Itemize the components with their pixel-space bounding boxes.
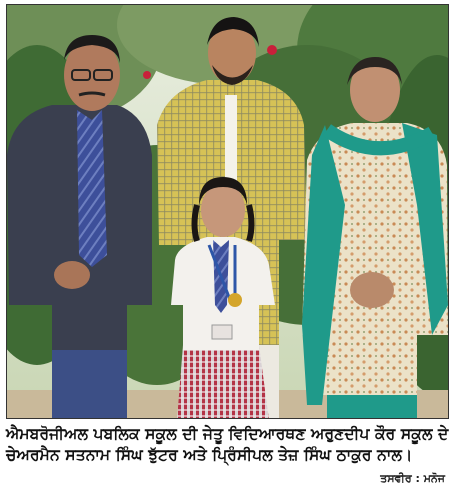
caption-text: ਐਮਬਰੋਜੀਅਲ ਪਬਲਿਕ ਸਕੂਲ ਦੀ ਜੇਤੂ ਵਿਦਿਆਰਥਣ ਅਰੁਣਦੀਪ ਕੌਰ ਸਕੂਲ ਦੇ ਚੇਅਰਮੈਨ ਸਤਨਾਮ ਸਿੰਘ ਝੁੱਟਰ ਅਤੇ ਪ੍ਰਿੰਸੀਪਲ ਤੇਜ਼ ਸਿੰਘ ਠਾਕੁਰ ਨਾਲ। xyxy=(6,425,449,464)
photo-caption xyxy=(6,424,449,490)
news-photo xyxy=(6,4,449,419)
photo-credit: ਤਸਵੀਰ : ਮਨੋਜ xyxy=(380,472,445,485)
